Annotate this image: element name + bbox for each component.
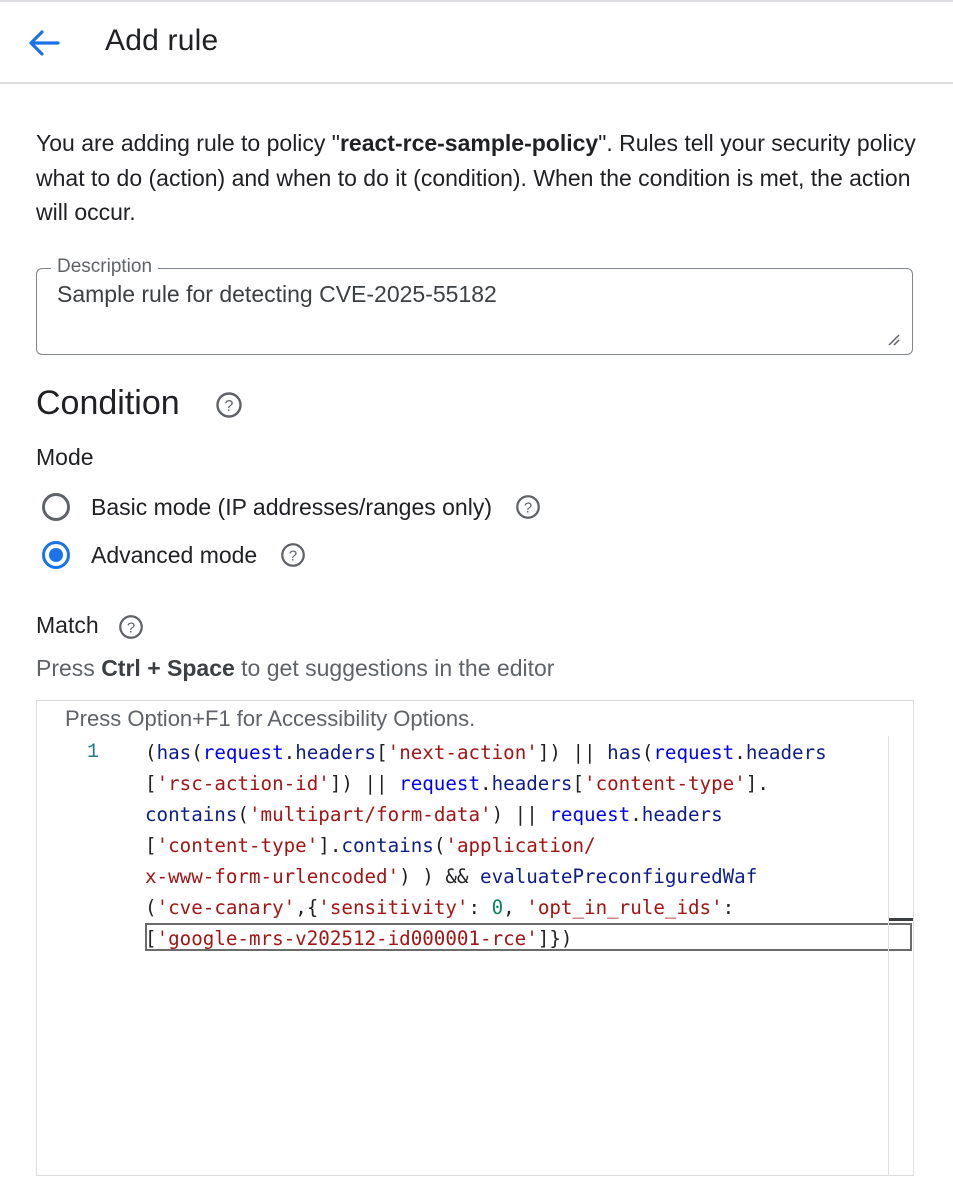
code-token: . bbox=[283, 741, 296, 764]
code-token: ( bbox=[237, 803, 249, 826]
code-token: 'cve-canary' bbox=[156, 896, 296, 919]
description-input[interactable]: Sample rule for detecting CVE-2025-55182 bbox=[57, 281, 497, 307]
hint-keys: Ctrl + Space bbox=[101, 655, 235, 681]
description-field[interactable] bbox=[36, 256, 913, 355]
code-line bbox=[145, 861, 885, 892]
code-token: 'application/ bbox=[445, 834, 596, 857]
code-token: ]. bbox=[318, 834, 342, 857]
radio-basic-mode-label: Basic mode (IP addresses/ranges only) bbox=[91, 493, 492, 520]
code-token: 'multipart/form-data' bbox=[248, 803, 492, 826]
page-header bbox=[0, 2, 953, 84]
code-token: 'next-action' bbox=[387, 741, 538, 764]
code-token: ) || bbox=[491, 803, 550, 826]
intro-prefix: You are adding rule to policy " bbox=[36, 130, 340, 156]
code-token: [ bbox=[145, 772, 157, 795]
svg-text:?: ? bbox=[126, 619, 136, 637]
radio-advanced-mode-circle[interactable] bbox=[42, 541, 70, 569]
code-token: ( bbox=[145, 896, 157, 919]
code-token: request bbox=[202, 741, 284, 764]
code-token: [ bbox=[376, 741, 388, 764]
code-line bbox=[145, 923, 885, 954]
code-token: 0 bbox=[491, 896, 504, 919]
code-token: has bbox=[607, 741, 642, 764]
code-token: . bbox=[480, 772, 492, 795]
code-token: . bbox=[630, 803, 642, 826]
code-token: contains bbox=[341, 834, 434, 857]
code-token: ]}) bbox=[537, 927, 573, 950]
code-token: ]) || bbox=[329, 772, 400, 795]
code-token: ( bbox=[433, 834, 446, 857]
scrollbar-cursor-marker bbox=[889, 918, 913, 921]
code-token: ( bbox=[641, 741, 654, 764]
intro-text bbox=[36, 126, 926, 230]
code-token: ( bbox=[191, 741, 203, 764]
radio-advanced-mode-label: Advanced mode bbox=[91, 541, 258, 568]
description-label: Description bbox=[51, 255, 158, 279]
hint-suffix: to get suggestions in the editor bbox=[234, 655, 555, 681]
condition-heading: Condition bbox=[36, 384, 180, 422]
code-line bbox=[145, 892, 885, 923]
code-line bbox=[145, 737, 885, 768]
code-token: headers bbox=[295, 741, 377, 764]
radio-basic-mode-circle[interactable] bbox=[42, 493, 70, 521]
code-token: ( bbox=[145, 741, 157, 764]
advanced-mode-help-icon[interactable] bbox=[279, 541, 307, 569]
code-token: ]. bbox=[745, 772, 769, 795]
hint-prefix: Press bbox=[36, 655, 102, 681]
code-token: 'google-mrs-v202512-id000001-rce' bbox=[156, 927, 538, 950]
code-token: 'content-type' bbox=[156, 834, 319, 857]
code-token: contains bbox=[145, 803, 238, 826]
code-line bbox=[145, 799, 885, 830]
code-content[interactable] bbox=[145, 737, 885, 954]
svg-text:?: ? bbox=[224, 398, 234, 415]
line-number: 1 bbox=[87, 741, 100, 764]
condition-help-icon[interactable] bbox=[214, 390, 244, 420]
editor-hint bbox=[36, 655, 554, 682]
radio-advanced-mode[interactable] bbox=[42, 537, 307, 573]
help-circle-icon bbox=[214, 390, 244, 420]
code-token: : bbox=[722, 896, 735, 919]
code-token: : bbox=[468, 896, 492, 919]
help-circle-icon bbox=[514, 493, 542, 521]
code-editor[interactable] bbox=[36, 700, 914, 1176]
code-token: ]) || bbox=[537, 741, 608, 764]
svg-text:?: ? bbox=[523, 499, 533, 517]
basic-mode-help-icon[interactable] bbox=[514, 493, 542, 521]
accessibility-hint: Press Option+F1 for Accessibility Options. bbox=[65, 706, 476, 731]
code-token: has bbox=[156, 741, 192, 764]
radio-basic-mode[interactable] bbox=[42, 489, 542, 525]
resize-handle-icon[interactable] bbox=[886, 332, 900, 346]
code-token: request bbox=[549, 803, 631, 826]
code-token: request bbox=[399, 772, 481, 795]
code-token: headers bbox=[491, 772, 573, 795]
code-token: x-www-form-urlencoded' bbox=[145, 865, 400, 888]
code-token: 'sensitivity' bbox=[318, 896, 469, 919]
help-circle-icon bbox=[117, 613, 145, 641]
code-token: 'content-type' bbox=[584, 772, 746, 795]
code-token: . bbox=[734, 741, 746, 764]
svg-text:?: ? bbox=[289, 547, 298, 565]
code-token: evaluatePreconfiguredWaf bbox=[480, 865, 758, 888]
back-button[interactable] bbox=[22, 24, 64, 62]
code-token: , bbox=[503, 896, 527, 919]
mode-label: Mode bbox=[36, 444, 94, 470]
code-line bbox=[145, 830, 885, 861]
code-token: headers bbox=[745, 741, 827, 764]
page-title: Add rule bbox=[105, 24, 219, 57]
help-circle-icon bbox=[279, 541, 307, 569]
code-token: headers bbox=[641, 803, 723, 826]
code-token: 'rsc-action-id' bbox=[156, 772, 330, 795]
code-token: ,{ bbox=[295, 896, 319, 919]
intro-suffix: ". Rules tell your security policy what to do (action) and when to do it (condition). When the condition is met, the action will occur. bbox=[36, 130, 916, 225]
code-token: request bbox=[653, 741, 735, 764]
code-line bbox=[145, 768, 885, 799]
code-token: 'opt_in_rule_ids' bbox=[526, 896, 723, 919]
code-token: ) ) && bbox=[399, 865, 481, 888]
match-help-icon[interactable] bbox=[117, 613, 145, 641]
code-token: [ bbox=[145, 927, 157, 950]
match-label: Match bbox=[36, 612, 99, 638]
code-token: [ bbox=[572, 772, 585, 795]
code-token: [ bbox=[145, 834, 157, 857]
policy-name: react-rce-sample-policy bbox=[339, 130, 599, 156]
editor-scrollbar[interactable] bbox=[888, 736, 914, 1176]
arrow-back-icon bbox=[22, 24, 64, 62]
